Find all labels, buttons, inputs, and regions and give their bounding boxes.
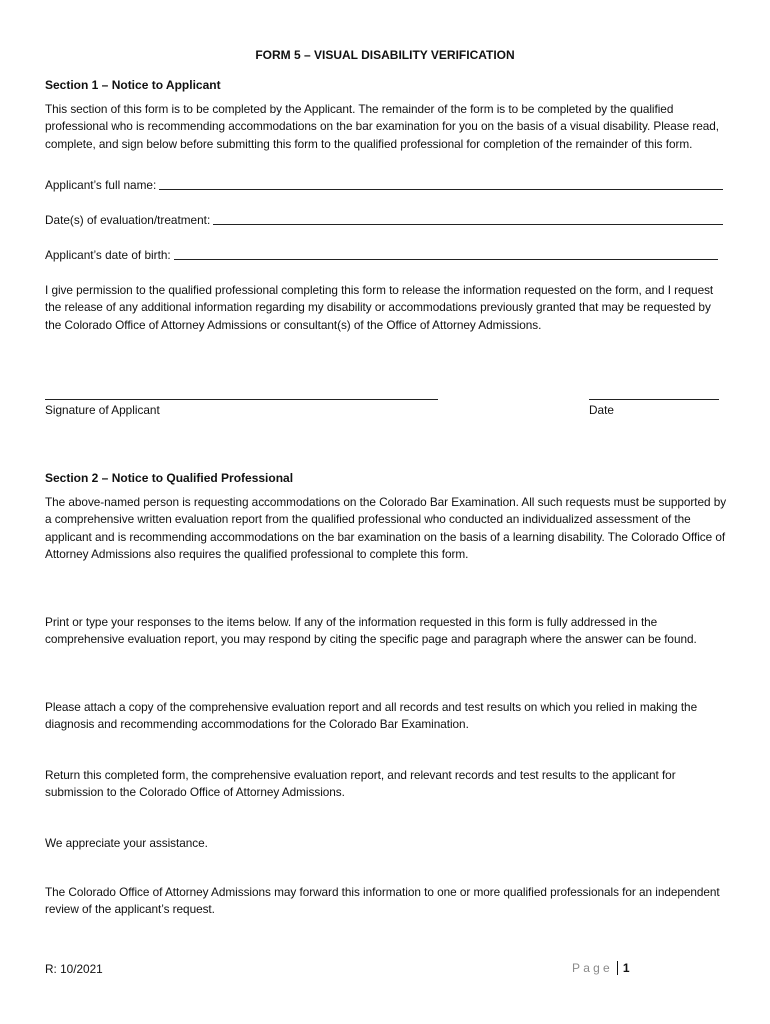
eval-dates-label: Date(s) of evaluation/treatment:: [45, 213, 211, 227]
page-indicator: [572, 961, 630, 975]
dob-line[interactable]: [174, 258, 718, 260]
section2-paragraph: Print or type your responses to the items below. If any of the information requested in this form is fully addressed in the comprehensive evaluation report, you may respond by citing the specific page and paragraph where the answer can be found.: [45, 615, 697, 647]
page-number: 1: [622, 961, 630, 975]
section2-heading: Section 2 – Notice to Qualified Professional: [45, 471, 294, 485]
section1-intro: This section of this form is to be completed by the Applicant. The remainder of the form is to be completed by the qualified professional who is recommending accommodations on the bar examination for you on the basis of a visual disability. Please read, complete, and sign below before submitting this form to the qualified professional for completion of the remainder of this form.: [45, 102, 720, 151]
signature-label: Signature of Applicant: [45, 403, 160, 417]
section2-paragraph: We appreciate your assistance.: [45, 836, 208, 850]
permission-statement: I give permission to the qualified professional completing this form to release the information requested on the form, and I request the release of any additional information regarding my disability or accommodations previously granted that may be requested by the Colorado Office of Attorney Admissions or consultant(s) of the Office of Attorney Admissions.: [45, 283, 714, 332]
form-title: FORM 5 – VISUAL DISABILITY VERIFICATION: [255, 48, 515, 62]
date-line[interactable]: [589, 398, 719, 400]
dob-label: Applicant’s date of birth:: [45, 248, 171, 262]
dob-field[interactable]: [45, 248, 718, 262]
signature-line[interactable]: [45, 398, 438, 400]
section2-paragraph: The Colorado Office of Attorney Admissions may forward this information to one or more qualified professionals for an independent review of the applicant’s request.: [45, 885, 720, 917]
revision-date: R: 10/2021: [45, 962, 103, 976]
section2-paragraph: Return this completed form, the comprehensive evaluation report, and relevant records and test results to the applicant for submission to the Colorado Office of Attorney Admissions.: [45, 768, 676, 800]
full-name-label: Applicant’s full name:: [45, 178, 157, 192]
date-label: Date: [589, 403, 614, 417]
page-word: Page: [572, 961, 613, 975]
eval-dates-line[interactable]: [213, 223, 723, 225]
section2-paragraph: Please attach a copy of the comprehensive evaluation report and all records and test results on which you relied in making the diagnosis and recommending accommodations for the Colorado Bar Examination.: [45, 700, 698, 732]
full-name-line[interactable]: [159, 188, 723, 190]
page-separator: [617, 961, 618, 975]
section2-paragraph: The above-named person is requesting accommodations on the Colorado Bar Examination. All such requests must be supported by a comprehensive written evaluation report from the qualified professional who conducted an individualized assessment of the applicant and is recommending accommodations on the bar examination on the basis of a learning disability. The Colorado Office of Attorney Admissions also requires the qualified professional to complete this form.: [45, 495, 727, 561]
full-name-field[interactable]: [45, 178, 723, 192]
section1-heading: Section 1 – Notice to Applicant: [45, 78, 221, 92]
eval-dates-field[interactable]: [45, 213, 723, 227]
